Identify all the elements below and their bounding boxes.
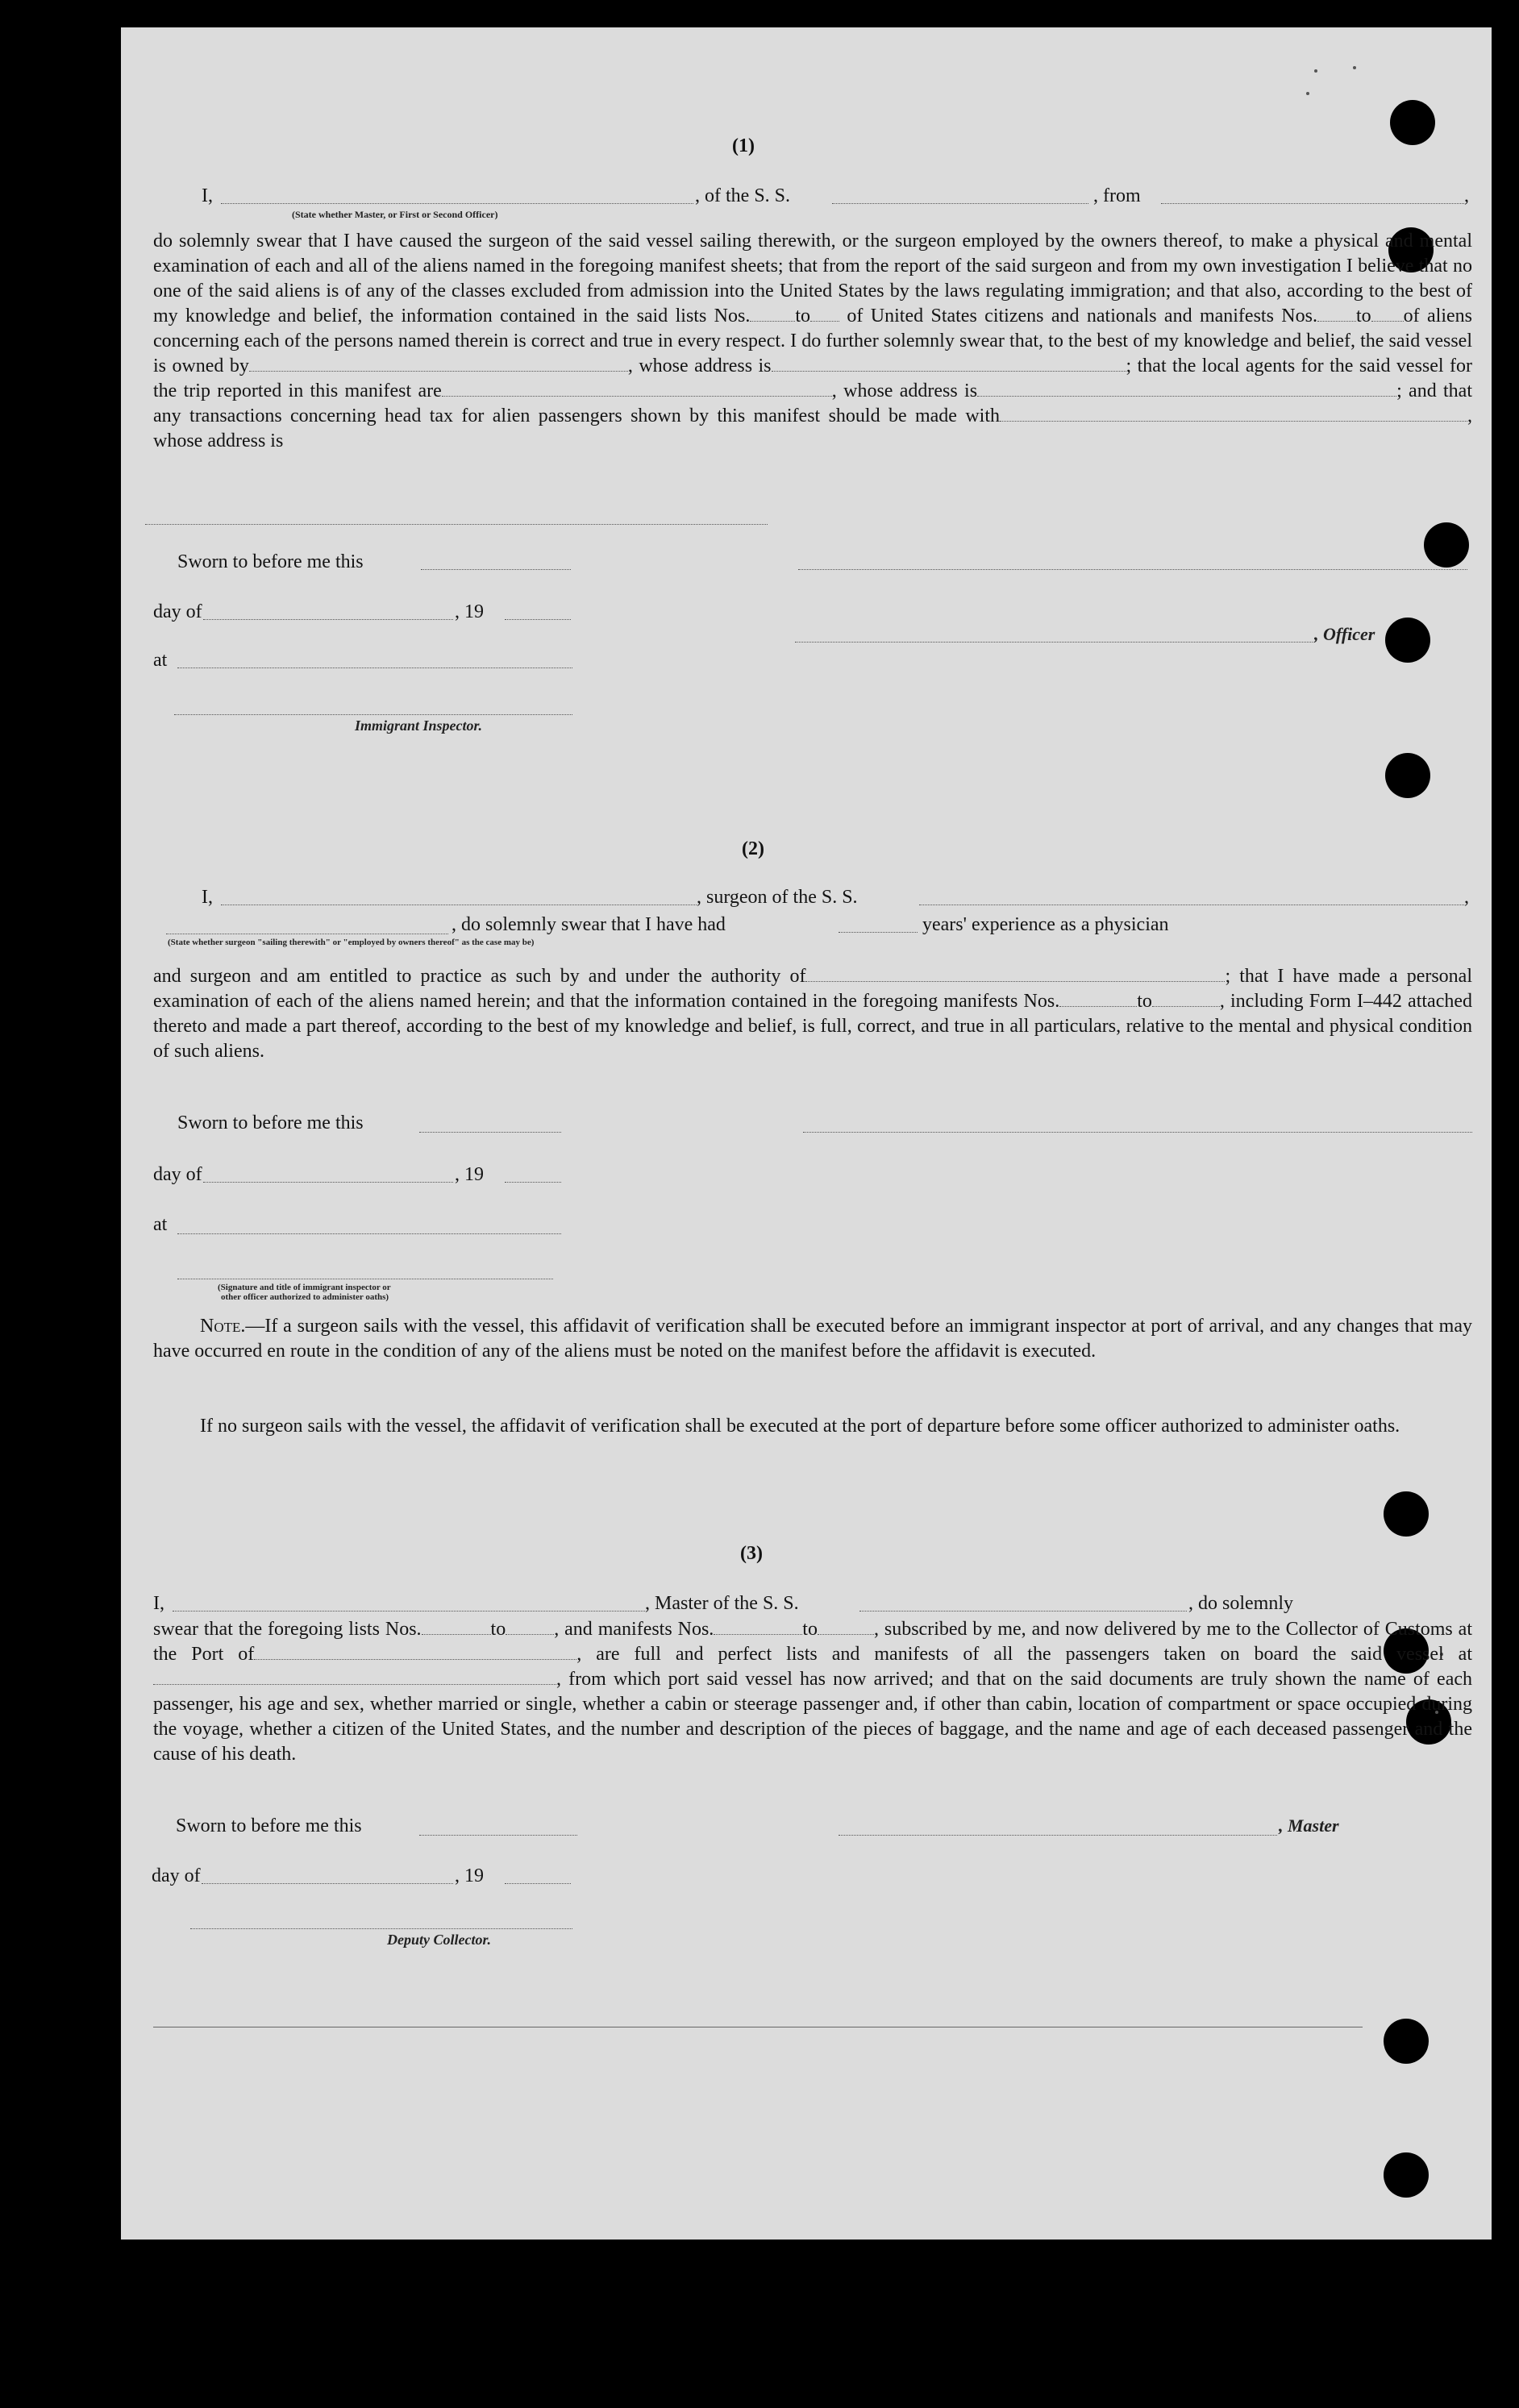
sworn-label: Sworn to before me this <box>176 1815 362 1836</box>
affidavit-text: , from which port said vessel has now arrived; and that on the said documents are truly shown the name of each passenger, his age and sex, whether married or single, whether a cabin or steerage passenger and, if other than cabin, location of compartment or space occupied during the voyage, whether a citizen of the United States, and the number and description of the pieces of baggage, and the name and age of each deceased passenger and the cause of his death. <box>153 1669 1472 1765</box>
to-label: to <box>802 1619 818 1640</box>
section-2-affidavit <box>153 964 1472 1064</box>
sworn-date-line <box>421 569 571 570</box>
section-3-affidavit <box>153 1617 1472 1767</box>
sworn-label: Sworn to before me this <box>177 1113 364 1133</box>
vessel-name-line <box>859 1611 1187 1612</box>
ink-speck <box>1353 66 1356 69</box>
section-2-heading: (2) <box>742 838 764 859</box>
note-paragraph <box>153 1314 1472 1364</box>
signature-line <box>798 569 1467 570</box>
surgeon-signature-line <box>803 1132 1472 1133</box>
ink-speck <box>1306 92 1309 95</box>
affidavit-text: do solemnly swear that I have caused the surgeon of the said vessel sailing therewith, or the surgeon employed by the owners thereof, to make a physical and mental examination of each and all of the aliens named in the foregoing manifest sheets; that from the report of the said surgeon and from my own investigation I believe that no one of the said aliens is of any of the classes excluded from admission into the United States by the laws regulating immigration; and that also, according to the best of my knowledge and belief, the information contained in the said lists Nos. <box>153 231 1472 326</box>
affidavit-text: ; and that any transactions concerning head tax for alien passengers shown by this manifest should be made with <box>153 381 1473 426</box>
affidavit-text: , subscribed by me, and now delivered by me to the Collector of Customs at the Port of <box>153 1619 1473 1665</box>
affidavit-text: , whose address is <box>831 381 978 401</box>
sworn-label: Sworn to before me this <box>177 551 364 572</box>
sworn-date-line <box>419 1132 561 1133</box>
at-line <box>177 1233 561 1234</box>
year-line <box>505 1182 561 1183</box>
note-text: —If a surgeon sails with the vessel, this affidavit of verification shall be executed before an immigrant inspector at port of arrival, and any changes that may have occurred en route in the condition of any of the aliens must be noted on the manifest before the affidavit is executed. <box>153 1316 1472 1362</box>
punch-hole <box>1385 618 1430 663</box>
punch-hole <box>1384 2019 1429 2064</box>
affidavit-text: of United States citizens and nationals and manifests Nos. <box>847 306 1317 326</box>
affidavit-text: ; that I have made a personal examination of each of the aliens named herein; and that the information contained in the foregoing manifests Nos. <box>153 966 1472 1012</box>
affidavit-text: , are full and perfect lists and manifests of all the passengers taken on board the said vessel at <box>576 1644 1473 1665</box>
document-page <box>121 27 1492 2240</box>
address-line <box>145 524 768 525</box>
master-name-line <box>173 1611 645 1612</box>
comma: , <box>1464 185 1469 206</box>
affidavit-text: swear that the foregoing lists Nos. <box>153 1619 422 1640</box>
to-label: to <box>1137 991 1152 1012</box>
affidavit-text: , whose address is <box>153 405 1472 451</box>
to-label: to <box>795 306 811 326</box>
punch-hole <box>1384 2152 1429 2198</box>
affidavit-text: , including Form I–442 attached thereto and made a part thereof, according to the best of my knowledge and belief, is full, correct, and true in all particulars, relative to the mental and physical condition of such aliens. <box>153 991 1472 1062</box>
do-solemnly-label: , do solemnly <box>1188 1593 1293 1614</box>
to-label: to <box>1355 306 1371 326</box>
at-label: at <box>153 650 168 671</box>
affidavit-text: ; that the local agents for the said vessel for the trip reported in this manifest are <box>153 356 1473 401</box>
section-3-heading: (3) <box>740 1543 763 1564</box>
i-label: I, <box>202 185 213 206</box>
punch-hole <box>1384 1491 1429 1537</box>
day-of-label: day of <box>153 1164 202 1185</box>
inspector-signature-line <box>174 714 572 715</box>
deputy-caption: Deputy Collector. <box>387 1932 491 1948</box>
sworn-date-line <box>419 1835 577 1836</box>
surgeon-of-label: , surgeon of the S. S. <box>697 887 858 908</box>
affidavit-text: , and manifests Nos. <box>554 1619 714 1640</box>
surgeon-status-caption: (State whether surgeon "sailing therewith" or "employed by owners thereof" as the case may be) <box>168 938 535 947</box>
note-label: Note. <box>200 1316 246 1337</box>
day-line <box>203 619 453 620</box>
to-label: to <box>490 1619 506 1640</box>
years-label: years' experience as a physician <box>922 914 1169 935</box>
solemnly-label: , do solemnly swear that I have had <box>452 914 726 935</box>
officer-name-line <box>221 203 693 204</box>
master-title: , Master <box>1279 1815 1339 1836</box>
section-1-heading: (1) <box>732 135 755 156</box>
signature-caption: other officer authorized to administer oaths) <box>221 1292 389 1302</box>
day-line <box>203 1182 453 1183</box>
from-port-line <box>1161 203 1464 204</box>
officer-title: , Officer <box>1314 624 1375 644</box>
from-label: , from <box>1093 185 1141 206</box>
punch-hole <box>1385 753 1430 798</box>
day-line <box>202 1883 453 1884</box>
deputy-signature-line <box>190 1928 572 1929</box>
officer-rank-caption: (State whether Master, or First or Second Officer) <box>292 209 498 220</box>
day-of-label: day of <box>152 1865 201 1886</box>
year-label: , 19 <box>455 1164 484 1185</box>
inspector-caption: Immigrant Inspector. <box>355 717 483 734</box>
day-of-label: day of <box>153 601 202 622</box>
of-ss-label: , of the S. S. <box>695 185 791 206</box>
year-label: , 19 <box>455 601 484 622</box>
signature-caption: (Signature and title of immigrant inspector or <box>218 1283 391 1292</box>
officer-signature-line <box>795 642 1313 643</box>
comma: , <box>1464 887 1469 908</box>
note-paragraph-2 <box>153 1414 1472 1439</box>
note-text: If no surgeon sails with the vessel, the affidavit of verification shall be executed at the port of departure before some officer authorized to administer oaths. <box>200 1416 1400 1437</box>
year-line <box>505 1883 571 1884</box>
year-label: , 19 <box>455 1865 484 1886</box>
affidavit-text: and surgeon and am entitled to practice as such by and under the authority of <box>153 966 806 987</box>
years-line <box>839 932 918 933</box>
master-signature-line <box>839 1835 1277 1836</box>
vessel-name-line <box>832 203 1088 204</box>
master-of-label: , Master of the S. S. <box>645 1593 799 1614</box>
ink-speck <box>1314 69 1317 73</box>
i-label: I, <box>153 1593 164 1614</box>
at-label: at <box>153 1214 168 1235</box>
i-label: I, <box>202 887 213 908</box>
affidavit-text: , whose address is <box>627 356 772 376</box>
year-line <box>505 619 571 620</box>
punch-hole <box>1390 100 1435 145</box>
affidavit-text: of aliens concerning each of the persons named therein is correct and true in every respect. I do further solemnly swear that, to the best of my knowledge and belief, the said vessel is owned by <box>153 306 1473 376</box>
punch-hole <box>1424 522 1469 568</box>
section-1-affidavit <box>153 229 1472 454</box>
